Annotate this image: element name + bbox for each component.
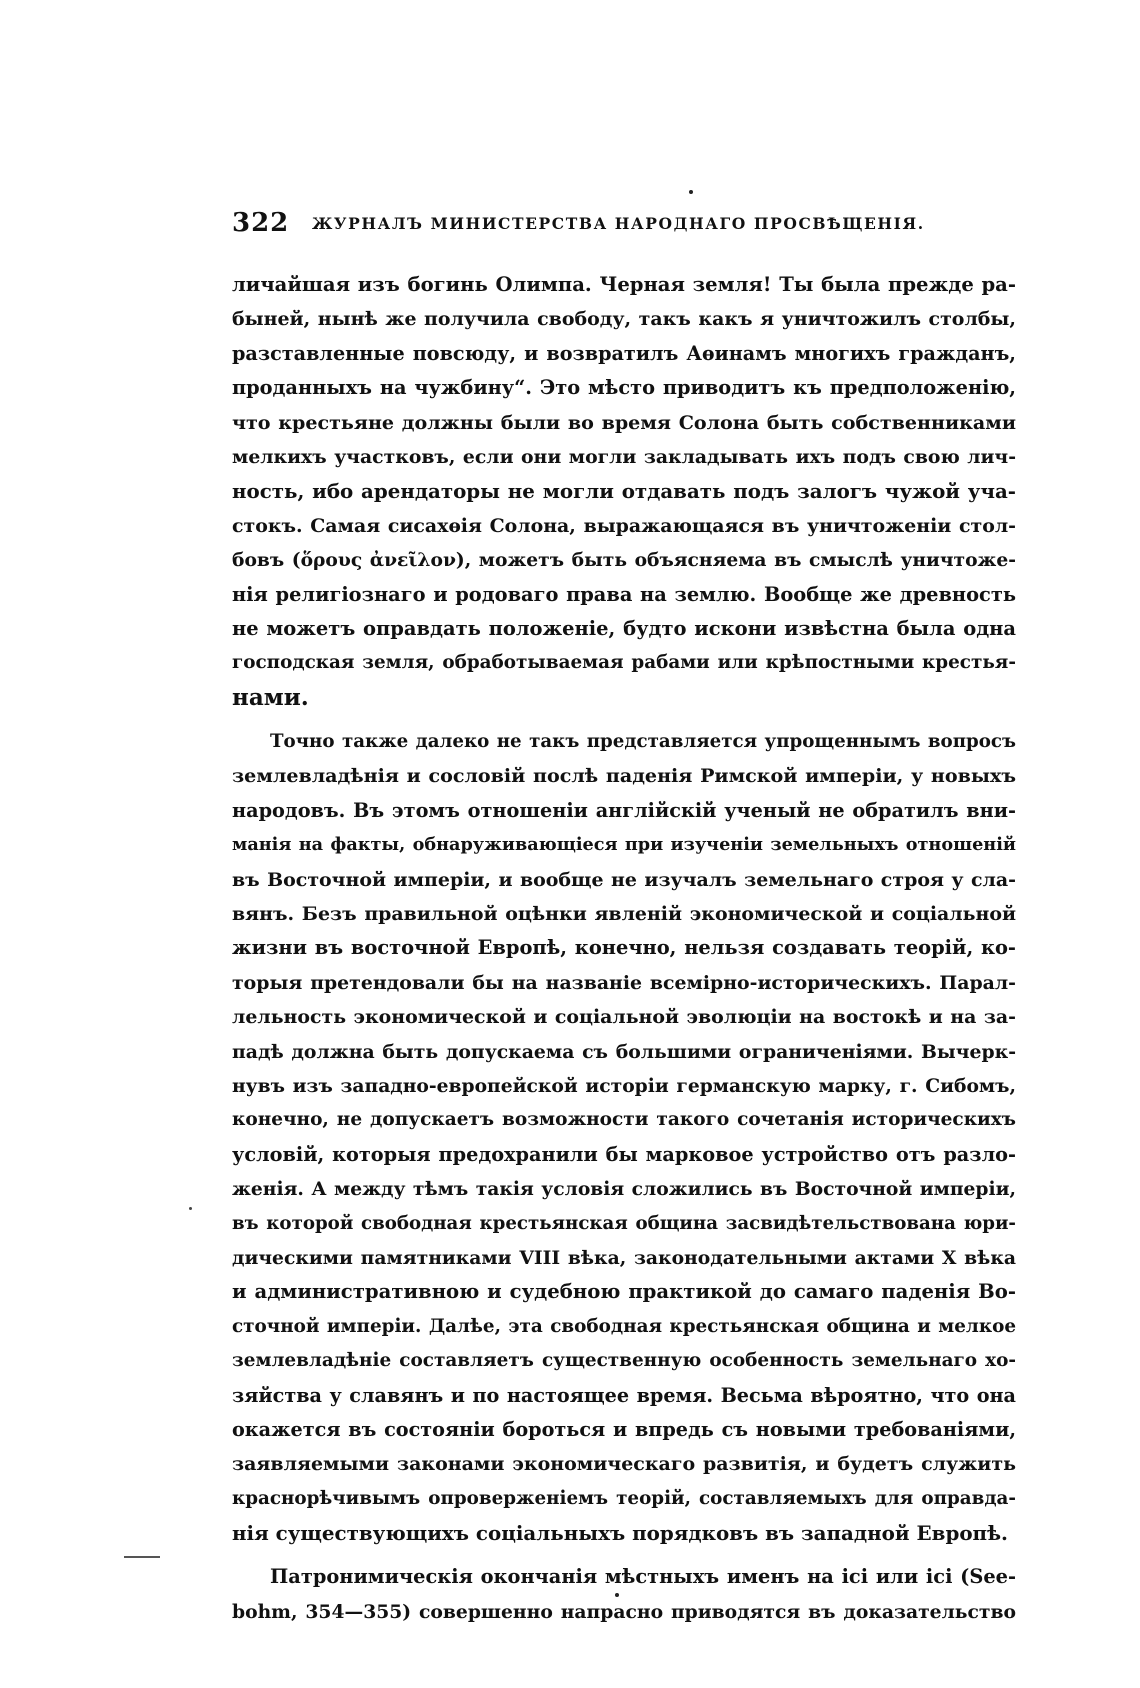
text-line: женія. А между тѣмъ такія условія сложились въ Восточной имперіи, [232, 1178, 1016, 1201]
paragraph-gap [232, 715, 1016, 725]
text-line: ность, ибо арендаторы не могли отдавать подъ залогъ чужой уча- [232, 479, 1016, 504]
paragraph-gap [232, 1550, 1016, 1560]
text-line: господская земля, обработываемая рабами или крѣпостными крестья- [232, 652, 1016, 674]
text-line: народовъ. Въ этомъ отношеніи англійскій ученый не обратилъ вни- [232, 798, 1016, 822]
text-line: манія на факты, обнаруживающіеся при изученіи земельныхъ отношеній [232, 834, 1016, 856]
text-line: зяйства у славянъ и по настоящее время. Весьма вѣроятно, что она [232, 1383, 1016, 1407]
text-line: лельность экономической и соціальной эволюціи на востокѣ и на за- [232, 1006, 1016, 1029]
text-line: bohm, 354—355) совершенно напрасно приводятся въ доказательство [232, 1600, 1016, 1623]
print-speck [689, 190, 693, 194]
text-line: мелкихъ участковъ, если они могли закладывать ихъ подъ свою лич- [232, 445, 1016, 468]
text-line: нія существующихъ соціальныхъ порядковъ въ западной Европѣ. [232, 1521, 1008, 1546]
text-line: Точно также далеко не такъ представляется упрощеннымъ вопросъ [270, 731, 1016, 753]
text-line: условій, которыя предохранили бы марковое устройство отъ разло- [232, 1142, 1016, 1166]
paragraph-3 [232, 1560, 1016, 1629]
text-line: конечно, не допускаетъ возможности такого сочетанія историческихъ [232, 1109, 1016, 1131]
text-line: нами. [232, 683, 309, 711]
paragraph-1 [232, 268, 1016, 715]
page-number: 322 [232, 208, 290, 238]
text-line: заявляемыми законами экономическаго развитія, и будетъ служить [232, 1453, 1016, 1476]
text-line: землевладѣнія и сословій послѣ паденія Римской имперіи, у новыхъ [232, 764, 1016, 788]
text-line: дическими памятниками VIII вѣка, законодательными актами X вѣка [232, 1246, 1016, 1269]
text-line: землевладѣніе составляетъ существенную особенность земельнаго хо- [232, 1350, 1016, 1372]
text-line: не можетъ оправдать положеніе, будто искони извѣстна была одна [232, 616, 1016, 640]
text-line: бовъ (ὅρους ἀνεῖλον), можетъ быть объясняема въ смыслѣ уничтоже- [232, 549, 1016, 572]
text-line: въ которой свободная крестьянская община засвидѣтельствована юри- [232, 1212, 1016, 1234]
text-line: быней, нынѣ же получила свободу, такъ какъ я уничтожилъ столбы, [232, 308, 1016, 331]
paragraph-2 [232, 725, 1016, 1550]
margin-mark [189, 1207, 192, 1210]
text-line: и административною и судебною практикой до самаго паденія Во- [232, 1280, 1016, 1304]
text-line: падѣ должна быть допускаема съ большими ограниченіями. Вычерк- [232, 1040, 1016, 1063]
text-line: что крестьяне должны были во время Солона быть собственниками [232, 410, 1016, 434]
text-line: окажется въ состояніи бороться и впредь съ новыми требованіями, [232, 1417, 1016, 1441]
running-head: ЖУРНАЛЪ МИНИСТЕРСТВА НАРОДНАГО ПРОСВѢЩЕНІЯ. [312, 214, 925, 233]
page-header [232, 208, 1016, 240]
text-line: Патронимическія окончанія мѣстныхъ именъ на ici или ici (See- [270, 1565, 1016, 1589]
text-line: краснорѣчивымъ опроверженіемъ теорій, составляемыхъ для оправда- [232, 1487, 1016, 1509]
text-line: вянъ. Безъ правильной оцѣнки явленій экономической и соціальной [232, 903, 1016, 926]
text-line: жизни въ восточной Европѣ, конечно, нельзя создавать теорій, ко- [232, 936, 1016, 960]
print-speck [615, 1593, 619, 1597]
text-line: личайшая изъ богинь Олимпа. Черная земля! Ты была прежде ра- [232, 273, 1016, 296]
text-line: торыя претендовали бы на названіе всемірно-историческихъ. Парал- [232, 971, 1016, 994]
body-text [232, 268, 1016, 1629]
text-line: нувъ изъ западно-европейской исторіи германскую марку, г. Сибомъ, [232, 1074, 1016, 1097]
text-line: сточной имперіи. Далѣе, эта свободная крестьянская община и мелкое [232, 1315, 1016, 1337]
text-line: проданныхъ на чужбину“. Это мѣсто приводитъ къ предположенію, [232, 376, 1016, 400]
text-line: нія религіознаго и родоваго права на землю. Вообще же древность [232, 582, 1016, 606]
text-line: въ Восточной имперіи, и вообще не изучалъ земельнаго строя у сла- [232, 868, 1016, 891]
scan-mark [124, 1556, 160, 1558]
text-line: стокъ. Самая сисахѳія Солона, выражающаяся въ уничтоженіи стол- [232, 514, 1016, 537]
text-line: разставленные повсюду, и возвратилъ Аѳинамъ многихъ гражданъ, [232, 341, 1016, 365]
